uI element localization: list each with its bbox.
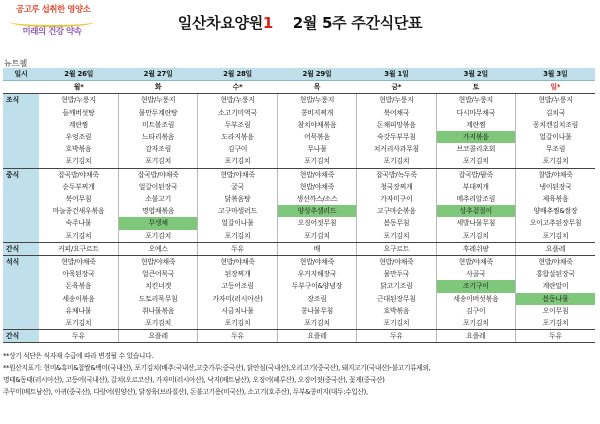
- menu-item: 얼갈이나물: [539, 133, 572, 142]
- weekday-cell: 일*: [516, 81, 595, 94]
- snack-item: 두유: [357, 330, 436, 343]
- dinner-row: [3, 280, 595, 292]
- menu-item: 사골국: [436, 268, 515, 280]
- menu-item: 소불고기: [118, 193, 197, 205]
- menu-item: 순두부찌개: [39, 181, 118, 193]
- menu-item: 현밥/누룽지: [39, 94, 118, 107]
- menu-item: 청국장찌개: [357, 181, 436, 193]
- menu-item: 봄동무침: [357, 217, 436, 229]
- menu-item: 포기김치: [39, 230, 118, 243]
- menu-table: [3, 68, 595, 343]
- menu-item: 브코콜리초회: [436, 143, 515, 155]
- breakfast-row: [3, 143, 595, 155]
- menu-item: 오징어젓무침: [277, 217, 356, 229]
- menu-item: 생선까스/소스: [277, 193, 356, 205]
- menu-item: 상추겉절이: [436, 205, 515, 217]
- menu-item: 잡곡밥/녹두죽: [357, 168, 436, 181]
- lunch-row: [3, 168, 595, 181]
- menu-item: 잡곡밥/야채죽: [118, 168, 197, 181]
- menu-item: 포기김치: [357, 155, 436, 168]
- title-suffix: 2월 5주 주간식단표: [292, 14, 423, 32]
- date-cell: 2월 28일: [198, 68, 277, 81]
- menu-item: 포기김치: [39, 317, 118, 330]
- menu-item: 세송이볶음: [39, 293, 118, 305]
- menu-item: 현밥/누룽지: [118, 94, 197, 107]
- menu-item: 취나물볶음: [118, 305, 197, 317]
- logo-bottom-text: 미래의 건강 약속: [22, 27, 82, 37]
- dinner-row: [3, 305, 595, 317]
- date-cell: 2월 27일: [118, 68, 197, 81]
- menu-item: 계란말이: [542, 282, 569, 291]
- menu-item: 어묵볶음: [277, 131, 356, 143]
- menu-item: 얼큰어묵국: [118, 268, 197, 280]
- menu-item: 꽁치캔김치조림: [532, 120, 579, 129]
- snack-item: 요플레: [118, 330, 197, 343]
- date-header-row: [3, 68, 595, 81]
- weekday-cell: 월*: [39, 81, 118, 94]
- menu-item: 김구이: [198, 143, 277, 155]
- note-line: 명태&동태(러시아산), 고등어(국내산), 갈치(오르코산), 가자미(러시아산), 낙지(베트남산), 오징어(페루산), 오징어젓(중국산), 꽃게(중국산): [3, 376, 385, 384]
- menu-item: 두부구이&양념장: [277, 280, 356, 292]
- menu-item: 유채나물: [39, 305, 118, 317]
- menu-item: 치킨너겟: [118, 280, 197, 292]
- breakfast-row: [3, 119, 595, 131]
- menu-item: 메추리알조림: [436, 193, 515, 205]
- dinner-row: [3, 256, 595, 269]
- menu-item: 포기김치: [118, 230, 197, 243]
- snack-item: 두유: [198, 242, 277, 255]
- snack-item: 배: [277, 242, 356, 255]
- dinner-label: 석식: [3, 256, 39, 330]
- breakfast-label: 조식: [3, 94, 39, 168]
- menu-item: 세발나물무침: [436, 217, 515, 229]
- menu-item: 호박볶음: [39, 143, 118, 155]
- menu-item: 감자조림: [118, 143, 197, 155]
- snack-row: [3, 242, 595, 255]
- menu-item: 닭고기조림: [357, 280, 436, 292]
- menu-item: 김구이: [436, 305, 515, 317]
- menu-item: 가자미(러시아산): [198, 293, 277, 305]
- snack-item: 요구르트: [357, 242, 436, 255]
- menu-item: 홍합살된장국: [536, 270, 575, 279]
- menu-item: 잡곡밥/야채죽: [39, 168, 118, 181]
- menu-item: 호박볶음: [357, 305, 436, 317]
- menu-item: 현밥/야채죽: [118, 256, 197, 269]
- breakfast-row: [3, 94, 595, 107]
- menu-item: 근대된장무침: [357, 293, 436, 305]
- snack-item: 후레쉬팡: [436, 242, 515, 255]
- menu-item: 조기구이: [436, 280, 515, 292]
- menu-item: 무조림: [545, 145, 566, 154]
- menu-item: 고구마순볶음: [357, 205, 436, 217]
- menu-item: 굴국: [198, 181, 277, 193]
- menu-item: 고등어조림: [198, 280, 277, 292]
- menu-item: 현밥/야채죽: [277, 168, 356, 181]
- menu-item: 다시마무채국: [436, 107, 515, 119]
- menu-item: 포기김치: [357, 317, 436, 330]
- weekday-cell: 수*: [198, 81, 277, 94]
- lunch-row: [3, 230, 595, 243]
- menu-item: 포기김치: [118, 155, 197, 168]
- menu-item: 제육볶음: [542, 195, 569, 204]
- menu-item: 무생채: [118, 217, 197, 229]
- lunch-row: [3, 193, 595, 205]
- breakfast-row: [3, 107, 595, 119]
- snack-item: 오예스: [118, 242, 197, 255]
- menu-item: 오이고추된장무침: [529, 219, 582, 228]
- snack-item: 요플레: [277, 330, 356, 343]
- menu-item: 참치야채볶음: [277, 119, 356, 131]
- menu-item: 계란찜: [39, 119, 118, 131]
- lunch-row: [3, 217, 595, 229]
- menu-item: 냉이된장국: [539, 182, 572, 191]
- menu-item: 고구마샐러드: [198, 205, 277, 217]
- menu-item: 현밥/누룽지: [436, 94, 515, 107]
- menu-item: 우거지해장국: [277, 268, 356, 280]
- menu-item: 포기김치: [516, 317, 595, 330]
- note-line: **상기 식단은 식자재 수급에 따라 변경될 수 있습니다.: [3, 352, 154, 360]
- menu-item: 마늘종건새우볶음: [39, 205, 118, 217]
- dinner-row: [3, 317, 595, 330]
- menu-item: 무나물: [277, 143, 356, 155]
- menu-item: 명엽채볶음: [118, 205, 197, 217]
- menu-item: 콩비지찌개: [277, 107, 356, 119]
- menu-item: 닭볶음탕: [198, 193, 277, 205]
- menu-item: 숙주나물: [39, 217, 118, 229]
- menu-item: 도토리묵무침: [118, 293, 197, 305]
- menu-item: 봄동나물: [516, 293, 595, 305]
- menu-item: 계란찜: [436, 119, 515, 131]
- menu-item: 부대찌개: [436, 181, 515, 193]
- header-label: 일시: [3, 68, 39, 81]
- menu-item: 포기김치: [198, 155, 277, 168]
- logo-top-text: 공고루 섭취한 영양소: [16, 5, 91, 15]
- late-snack-row: [3, 330, 595, 343]
- date-cell: 2월 26일: [39, 68, 118, 81]
- menu-item: 포기김치: [436, 155, 515, 168]
- menu-item: 콩나물무침: [277, 305, 356, 317]
- date-cell: 2월 29일: [277, 68, 356, 81]
- menu-item: 양상추샐러드: [277, 205, 356, 217]
- dinner-row: [3, 293, 595, 305]
- snack-item: 요플레: [516, 242, 595, 255]
- menu-item: 포기김치: [436, 230, 515, 243]
- snack-item: 요플레: [436, 330, 515, 343]
- breakfast-row: [3, 131, 595, 143]
- menu-item: 포기김치: [436, 317, 515, 330]
- notes: [3, 350, 597, 398]
- menu-item: 세송이버섯볶음: [436, 293, 515, 305]
- menu-item: 찰밥/야채죽: [538, 170, 573, 179]
- menu-item: 가자미구이: [357, 193, 436, 205]
- snack-row-label: 간식: [3, 242, 39, 255]
- menu-item: 현밥/누룽지: [538, 96, 573, 105]
- menu-item: 현밥/야채죽: [538, 258, 573, 267]
- menu-item: 물만두국: [357, 268, 436, 280]
- menu-item: 포기김치: [198, 317, 277, 330]
- menu-item: 현밥/야채죽: [436, 256, 515, 269]
- menu-item: 얼갈이나물: [198, 217, 277, 229]
- menu-item: 포기김치: [516, 155, 595, 168]
- late-snack-row-label: 간식: [3, 330, 39, 343]
- menu-item: 현밥/야채죽: [198, 168, 277, 181]
- menu-item: 잡곡밥/팥죽: [436, 168, 515, 181]
- menu-item: 도라지볶음: [198, 131, 277, 143]
- weekday-cell: 목: [277, 81, 356, 94]
- menu-item: 가지볶음: [436, 131, 515, 143]
- snack-item: 커피/요구르트: [39, 242, 118, 255]
- menu-item: 현밥/누룽지: [357, 94, 436, 107]
- menu-item: 양배추찜&쌈장: [533, 207, 578, 216]
- menu-item: 느타리볶음: [118, 131, 197, 143]
- date-cell: 3월 2일: [436, 68, 515, 81]
- menu-item: 숙갓두부무침: [357, 131, 436, 143]
- lunch-row: [3, 181, 595, 193]
- menu-item: 포기김치: [39, 155, 118, 168]
- menu-item: 오이무침: [542, 306, 569, 315]
- menu-item: 북어채국: [357, 107, 436, 119]
- weekday-cell: 화: [118, 81, 197, 94]
- menu-item: 포기김치: [277, 317, 356, 330]
- lunch-label: 중식: [3, 168, 39, 242]
- menu-item: 현밥/야채죽: [357, 256, 436, 269]
- menu-item: 돈육볶음: [39, 280, 118, 292]
- menu-item: 현밥/누룽지: [277, 94, 356, 107]
- menu-item: 현밥/누룽지: [198, 94, 277, 107]
- menu-item: 포기김치: [198, 230, 277, 243]
- weekday-row: [3, 81, 595, 94]
- weekday-cell: 금*: [357, 81, 436, 94]
- menu-item: 장조림: [277, 293, 356, 305]
- menu-item: 미트볼조림: [118, 119, 197, 131]
- menu-item: 된장찌개: [198, 268, 277, 280]
- menu-item: 현밥/야채죽: [39, 256, 118, 269]
- menu-item: 들깨버섯탕: [39, 107, 118, 119]
- menu-item: 포기김치: [118, 317, 197, 330]
- menu-item: 현밥/야채죽: [198, 256, 277, 269]
- title-highlight: 1: [262, 14, 274, 32]
- subtitle: 뉴트웰: [4, 59, 28, 68]
- menu-item: 치커리사과무침: [357, 143, 436, 155]
- weekday-cell: 토: [436, 81, 515, 94]
- menu-item: 북어무침: [39, 193, 118, 205]
- menu-item: 시금치나물: [198, 305, 277, 317]
- date-cell: 3월 3일: [516, 68, 595, 81]
- snack-item: 두유: [39, 330, 118, 343]
- breakfast-row: [3, 155, 595, 168]
- menu-item: 포기김치: [277, 230, 356, 243]
- menu-item: 소고기미역국: [198, 107, 277, 119]
- lunch-row: [3, 205, 595, 217]
- menu-item: 현밥/야채죽: [277, 256, 356, 269]
- menu-item: 포기김치: [516, 230, 595, 243]
- snack-item: 두유: [516, 330, 595, 343]
- menu-item: 아욱된장국: [39, 268, 118, 280]
- note-line: 주꾸미(베트남산), 아귀(중국산), 다랑어(원양산), 닭정육(브라질산), 돈불고기용(미국산), 소고기(호주산), 두부&콩비지(대두:수입산),: [3, 388, 368, 396]
- menu-item: 포기김치: [357, 230, 436, 243]
- menu-item: 포기김치: [277, 155, 356, 168]
- menu-item: 두부조림: [198, 119, 277, 131]
- note-line: **원산지표기: 현미&흑미&찹쌀&백미(국내산), 포기김치(배추:국내산,고춧가루:중국산), 닭안심(국내산),오리고기(중국산), 돼지고기(국내산)-불고기류제외,: [3, 364, 431, 372]
- weekday-label: [3, 81, 39, 94]
- menu-item: 현밥/야채죽: [277, 181, 356, 193]
- title-prefix: 일산차요양원: [177, 14, 263, 32]
- page-title: [0, 12, 600, 33]
- menu-item: 김치국: [545, 108, 566, 117]
- date-cell: 3월 1일: [357, 68, 436, 81]
- menu-item: 물만두계란탕: [118, 107, 197, 119]
- dinner-row: [3, 268, 595, 280]
- menu-item: 얼갈이된장국: [118, 181, 197, 193]
- snack-item: 두유: [198, 330, 277, 343]
- menu-item: 우엉조림: [39, 131, 118, 143]
- menu-item: 돈채피망볶음: [357, 119, 436, 131]
